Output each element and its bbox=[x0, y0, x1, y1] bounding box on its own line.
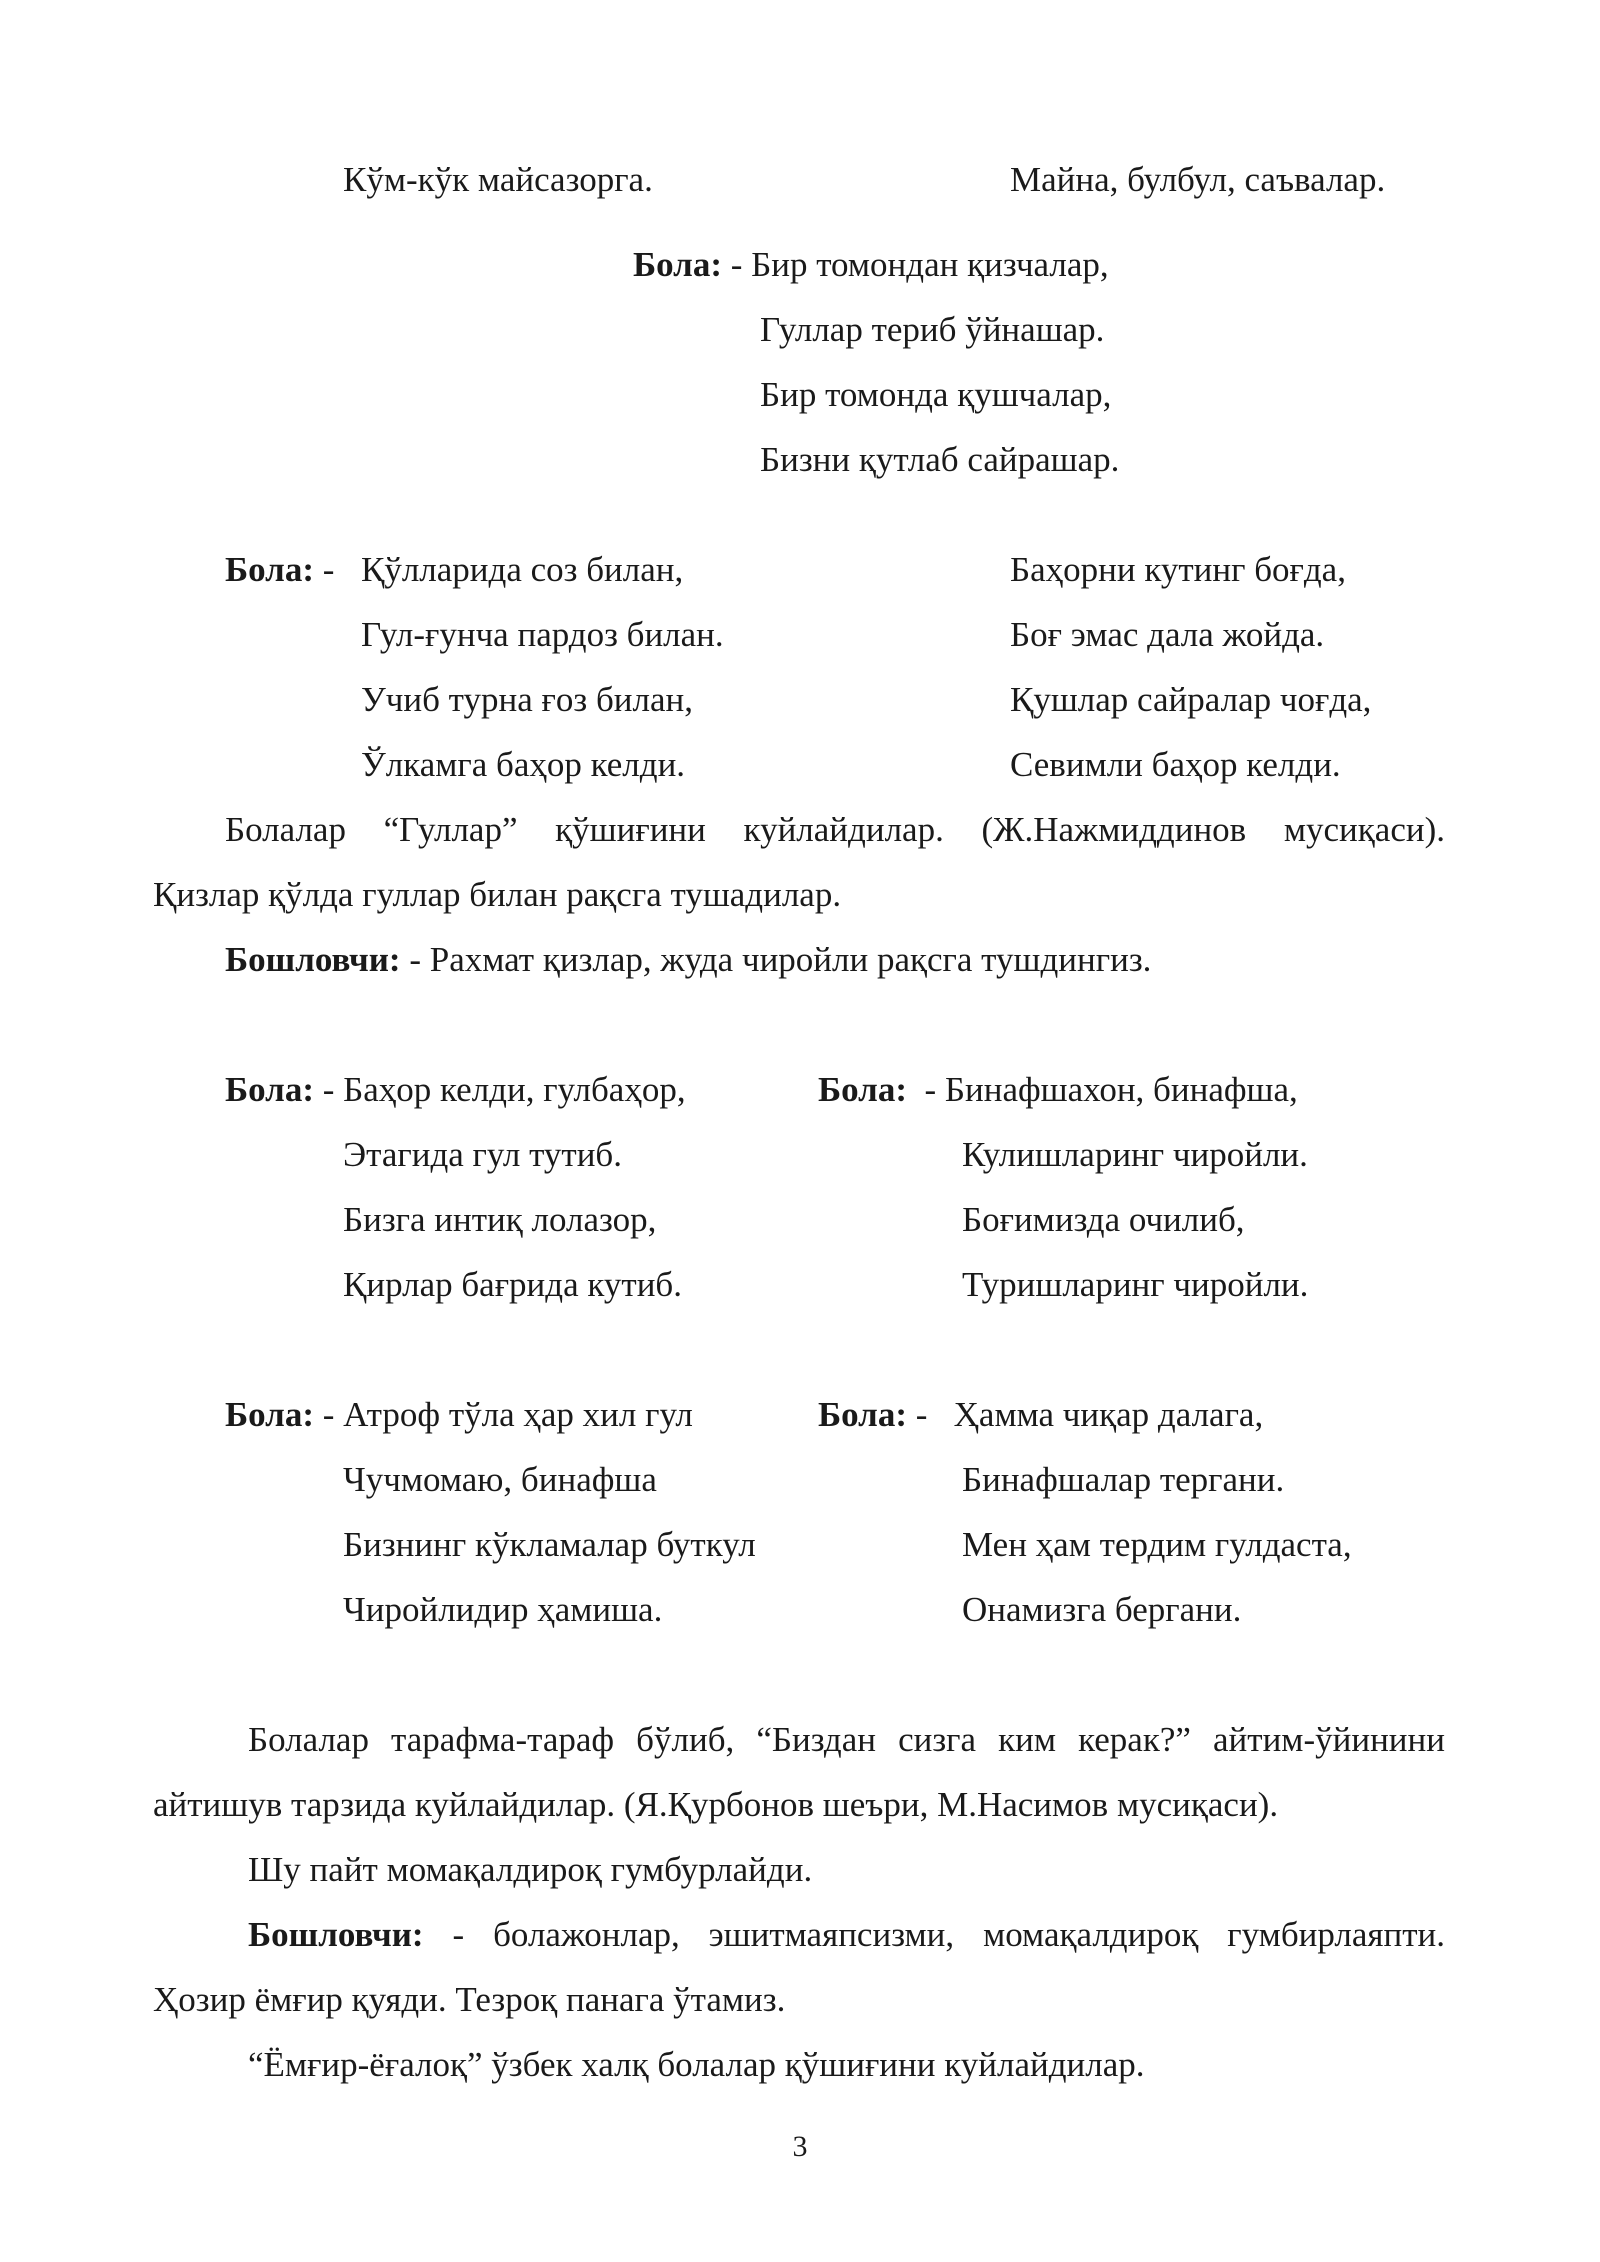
stanza3-left-first bbox=[225, 1072, 686, 1107]
host-line bbox=[225, 942, 1151, 977]
stanza4-left-first bbox=[225, 1397, 693, 1432]
stanza4-right-first bbox=[818, 1397, 1263, 1432]
verse-line: Чучмомаю, бинафша bbox=[343, 1460, 657, 1499]
verse-line: Бинафшалар тергани. bbox=[962, 1460, 1285, 1499]
speaker-label: Бола: bbox=[818, 1395, 907, 1434]
verse-line: Кулишларинг чиройли. bbox=[962, 1135, 1308, 1174]
stanza2-speaker bbox=[225, 552, 334, 587]
verse-line: - Ҳамма чиқар далага, bbox=[906, 1395, 1264, 1434]
verse-line: Боғимизда очилиб, bbox=[962, 1200, 1245, 1239]
paragraph-line: Ҳозир ёмғир қуяди. Тезроқ панага ўтамиз. bbox=[153, 1980, 786, 2019]
paragraph-line: айтишув тарзида куйлайдилар. (Я.Қурбонов шеъри, М.Насимов мусиқаси). bbox=[153, 1785, 1279, 1824]
verse-line: Қушлар сайралар чоғда, bbox=[1010, 680, 1372, 719]
speaker-label: Бола: bbox=[225, 550, 314, 589]
verse-line: Бизни қутлаб сайрашар. bbox=[760, 440, 1120, 479]
verse-line: Гуллар териб ўйнашар. bbox=[760, 310, 1105, 349]
paragraph-line: Болалар “Гуллар” қўшиғини куйлайдилар. (Ж.Нажмиддинов мусиқаси). bbox=[225, 810, 1445, 849]
verse-line: Бир томонда қушчалар, bbox=[760, 375, 1112, 414]
verse-line: - Баҳор келди, гулбаҳор, bbox=[313, 1070, 686, 1109]
couplet-left: Кўм-кўк майсазорга. bbox=[343, 160, 653, 199]
couplet-right: Майна, булбул, саъвалар. bbox=[1010, 160, 1386, 199]
verse-line: Қирлар бағрида кутиб. bbox=[343, 1265, 682, 1304]
page-number: 3 bbox=[792, 2130, 808, 2163]
verse-line: Онамизга бергани. bbox=[962, 1590, 1242, 1629]
verse-line: Бизга интиқ лолазор, bbox=[343, 1200, 657, 1239]
verse-line: Бир томондан қизчалар, bbox=[751, 245, 1109, 284]
speaker-label: Бошловчи: bbox=[225, 940, 401, 979]
host-text: - болажонлар, эшитмаяпсизми, момақалдироқ гумбирлаяпти. bbox=[423, 1915, 1445, 1954]
paragraph-line: Шу пайт момақалдироқ гумбурлайди. bbox=[248, 1850, 813, 1889]
paragraph-line: Болалар тарафма-тараф бўлиб, “Биздан сизга ким керак?” айтим-ўйинини bbox=[248, 1720, 1445, 1759]
verse-line: Қўлларида соз билан, bbox=[361, 550, 684, 589]
speaker-label: Бошловчи: bbox=[248, 1915, 424, 1954]
verse-line: Бизнинг кўкламалар буткул bbox=[343, 1525, 756, 1564]
verse-line: Чиройлидир ҳамиша. bbox=[343, 1590, 663, 1629]
speaker-label: Бола: bbox=[225, 1395, 314, 1434]
paragraph-line: Қизлар қўлда гуллар билан рақсга тушадилар. bbox=[153, 875, 842, 914]
stanza1-first-line bbox=[633, 247, 1109, 282]
host-line bbox=[248, 1917, 1445, 1952]
verse-line: - Бинафшахон, бинафша, bbox=[906, 1070, 1298, 1109]
speaker-label: Бола: bbox=[225, 1070, 314, 1109]
verse-line: Ўлкамга баҳор келди. bbox=[361, 745, 686, 784]
verse-line: Гул-ғунча пардоз билан. bbox=[361, 615, 724, 654]
verse-line: Мен ҳам тердим гулдаста, bbox=[962, 1525, 1352, 1564]
verse-line: Этагида гул тутиб. bbox=[343, 1135, 622, 1174]
dash: - bbox=[721, 245, 752, 284]
verse-line: Севимли баҳор келди. bbox=[1010, 745, 1341, 784]
stanza3-right-first bbox=[818, 1072, 1298, 1107]
verse-line: Боғ эмас дала жойда. bbox=[1010, 615, 1325, 654]
verse-line: Учиб турна ғоз билан, bbox=[361, 680, 693, 719]
host-text: - Рахмат қизлар, жуда чиройли рақсга тушдингиз. bbox=[400, 940, 1152, 979]
paragraph-line: “Ёмғир-ёғалоқ” ўзбек халқ болалар қўшиғини куйлайдилар. bbox=[248, 2045, 1145, 2084]
dash: - bbox=[313, 550, 335, 589]
verse-line: - Атроф тўла ҳар хил гул bbox=[313, 1395, 693, 1434]
speaker-label: Бола: bbox=[633, 245, 722, 284]
verse-line: Баҳорни кутинг боғда, bbox=[1010, 550, 1346, 589]
speaker-label: Бола: bbox=[818, 1070, 907, 1109]
verse-line: Туришларинг чиройли. bbox=[962, 1265, 1309, 1304]
